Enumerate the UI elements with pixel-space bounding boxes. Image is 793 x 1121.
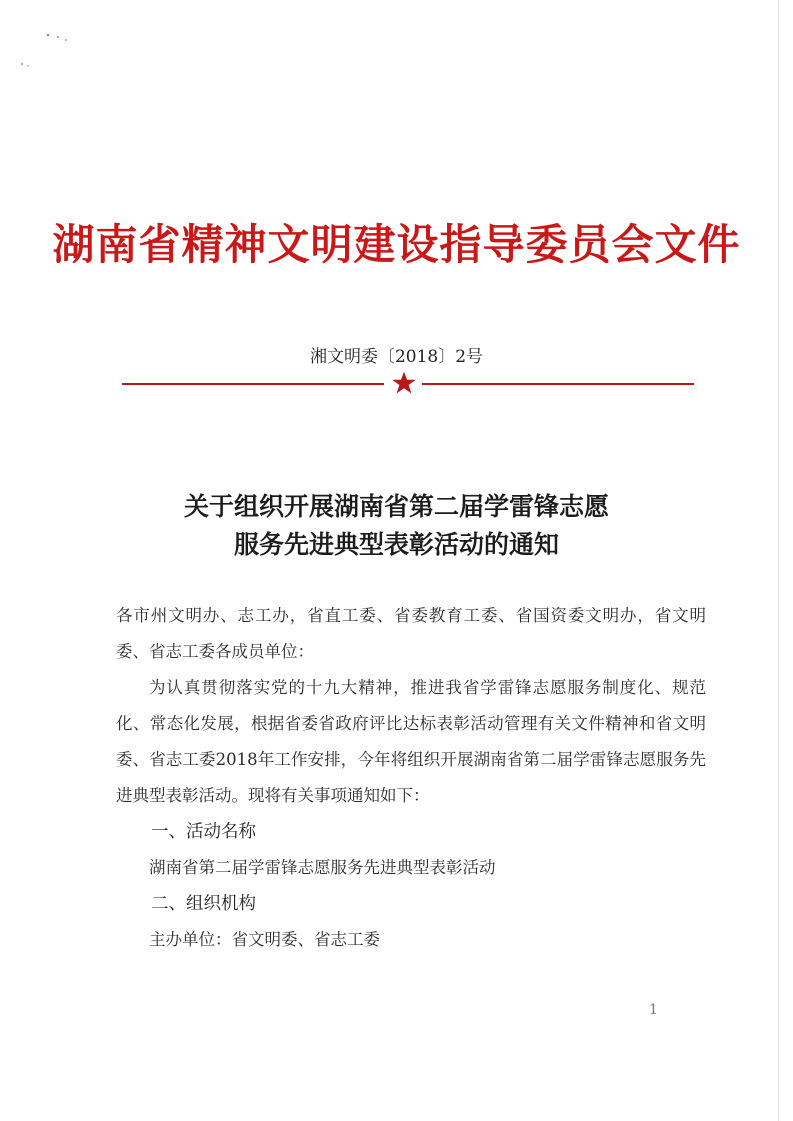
section-2-heading: 二、组织机构: [151, 894, 256, 914]
separator-line-left: [122, 383, 384, 385]
notice-title: [0, 488, 793, 564]
page-number: 1: [649, 1002, 658, 1018]
notice-title-line-1: 关于组织开展湖南省第二届学雷锋志愿: [183, 492, 609, 521]
section-2-text: 主办单位：省文明委、省志工委: [149, 930, 380, 949]
document-header-title: 湖南省精神文明建设指导委员会文件: [52, 220, 741, 269]
document-body: [116, 598, 706, 958]
separator-line-right: [422, 383, 694, 385]
document-number: 湘文明委〔2018〕2号: [309, 347, 484, 367]
red-separator-rule: [122, 370, 694, 398]
scan-specks: [0, 0, 120, 80]
section-1-heading: 一、活动名称: [151, 822, 256, 842]
notice-title-line-2: 服务先进典型表彰活动的通知: [233, 530, 559, 559]
salutation: 各市州文明办、志工办，省直工委、省委教育工委、省国资委文明办，省文明委、省志工委各成员单位：: [116, 606, 706, 661]
star-icon: [391, 370, 417, 396]
intro-paragraph: 为认真贯彻落实党的十九大精神，推进我省学雷锋志愿服务制度化、规范化、常态化发展，根据省委省政府评比达标表彰活动管理有关文件精神和省文明委、省志工委2018年工作安排，今年将组织开展湖南省第二届学雷锋志愿服务先进典型表彰活动。现将有关事项通知如下：: [116, 678, 706, 805]
section-1-text: 湖南省第二届学雷锋志愿服务先进典型表彰活动: [149, 858, 496, 877]
